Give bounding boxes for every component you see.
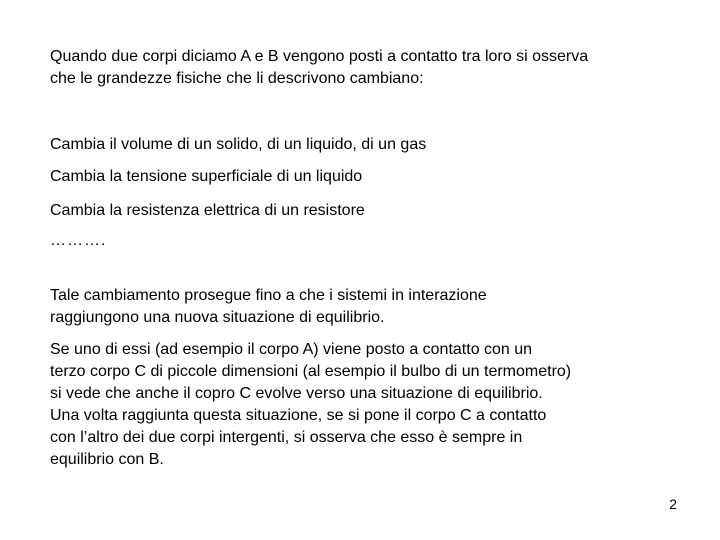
equilibrium-paragraph: Tale cambiamento prosegue fino a che i sistemi in interazione raggiungono una nuova situazione di equilibrio. bbox=[50, 287, 487, 326]
list-item-ellipsis: ………. bbox=[50, 232, 107, 249]
list-item-surface-tension: Cambia la tensione superficiale di un liquido bbox=[50, 168, 363, 185]
third-body-paragraph: Se uno di essi (ad esempio il corpo A) viene posto a contatto con un terzo corpo C di piccole dimensioni (al esempio il bulbo di un termometro) si vede che anche il copro C evolve verso una situazione di equilibrio. Una volta raggiunta questa situazione, se si pone il corpo C a contatto con l’altro dei due corpi intergenti, si osserva che esso è sempre in equilibrio con B. bbox=[50, 341, 572, 468]
list-item-resistance: Cambia la resistenza elettrica di un resistore bbox=[50, 202, 365, 219]
page-number: 2 bbox=[669, 496, 677, 512]
intro-paragraph: Quando due corpi diciamo A e B vengono posti a contatto tra loro si osserva che le grandezze fisiche che li descrivono cambiano: bbox=[50, 48, 589, 87]
list-item-volume: Cambia il volume di un solido, di un liquido, di un gas bbox=[50, 136, 427, 153]
